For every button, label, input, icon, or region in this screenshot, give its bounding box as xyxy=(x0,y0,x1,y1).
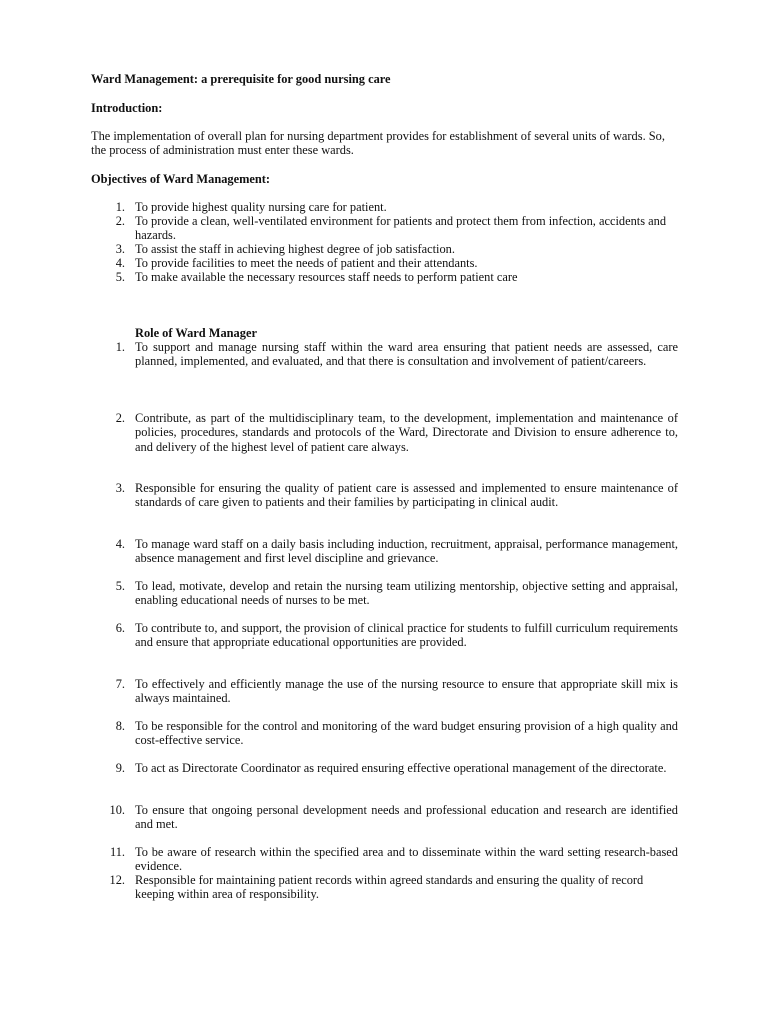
role-text: Contribute, as part of the multidisciplinary team, to the development, implementation and maintenance of policies, procedures, standards and protocols of the Ward, Directorate and Division to ensure adherence to, and delivery of the highest level of patient care always. xyxy=(135,411,678,454)
role-number: 6. xyxy=(115,621,125,635)
objective-number: 4. xyxy=(115,256,125,270)
objective-number: 1. xyxy=(115,200,125,214)
role-number: 4. xyxy=(115,537,125,551)
role-text: Responsible for ensuring the quality of patient care is assessed and implemented to ensure maintenance of standards of care given to patients and their families by participating in clinical audit. xyxy=(135,481,678,510)
document-title: Ward Management: a prerequisite for good nursing care xyxy=(91,72,391,86)
objective-number: 5. xyxy=(115,270,125,284)
role-text: To contribute to, and support, the provision of clinical practice for students to fulfill curriculum requirements and ensure that appropriate educational opportunities are provided. xyxy=(135,621,678,650)
role-text: To manage ward staff on a daily basis including induction, recruitment, appraisal, performance management, absence management and first level discipline and grievance. xyxy=(135,537,678,566)
role-text: To be responsible for the control and monitoring of the ward budget ensuring provision of a high quality and cost-effective service. xyxy=(135,719,678,748)
role-text: To support and manage nursing staff within the ward area ensuring that patient needs are assessed, care planned, implemented, and evaluated, and that there is consultation and involvement of patient/careers. xyxy=(135,340,678,369)
role-number: 5. xyxy=(115,579,125,593)
role-text: To act as Directorate Coordinator as required ensuring effective operational management of the directorate. xyxy=(135,761,667,775)
introduction-heading: Introduction: xyxy=(91,101,163,115)
role-number: 7. xyxy=(115,677,125,691)
objective-text: To assist the staff in achieving highest degree of job satisfaction. xyxy=(135,242,455,256)
objectives-heading: Objectives of Ward Management: xyxy=(91,172,271,186)
role-heading: Role of Ward Manager xyxy=(135,326,257,340)
role-text: Responsible for maintaining patient records within agreed standards and ensuring the quality of record keeping within area of responsibility. xyxy=(135,873,644,902)
role-number: 2. xyxy=(115,411,125,425)
role-number: 12. xyxy=(109,873,125,887)
objective-text: To provide a clean, well-ventilated environment for patients and protect them from infection, accidents and hazards. xyxy=(135,214,667,243)
role-text: To be aware of research within the specified area and to disseminate within the ward setting research-based evidence. xyxy=(135,845,678,874)
role-number: 3. xyxy=(115,481,125,495)
role-text: To ensure that ongoing personal development needs and professional education and research are identified and met. xyxy=(135,803,678,832)
objective-text: To provide facilities to meet the needs of patient and their attendants. xyxy=(135,256,478,270)
objective-number: 3. xyxy=(115,242,125,256)
objective-text: To make available the necessary resources staff needs to perform patient care xyxy=(135,270,518,284)
role-number: 9. xyxy=(115,761,125,775)
role-text: To effectively and efficiently manage the use of the nursing resource to ensure that appropriate skill mix is always maintained. xyxy=(135,677,678,706)
role-number: 10. xyxy=(109,803,125,817)
objective-text: To provide highest quality nursing care for patient. xyxy=(135,200,387,214)
role-number: 1. xyxy=(115,340,125,354)
objective-number: 2. xyxy=(115,214,125,228)
role-number: 11. xyxy=(109,845,125,859)
role-text: To lead, motivate, develop and retain the nursing team utilizing mentorship, objective setting and appraisal, enabling educational needs of nurses to be met. xyxy=(135,579,678,608)
role-number: 8. xyxy=(115,719,125,733)
introduction-paragraph: The implementation of overall plan for nursing department provides for establishment of several units of wards. So, the process of administration must enter these wards. xyxy=(91,129,665,158)
